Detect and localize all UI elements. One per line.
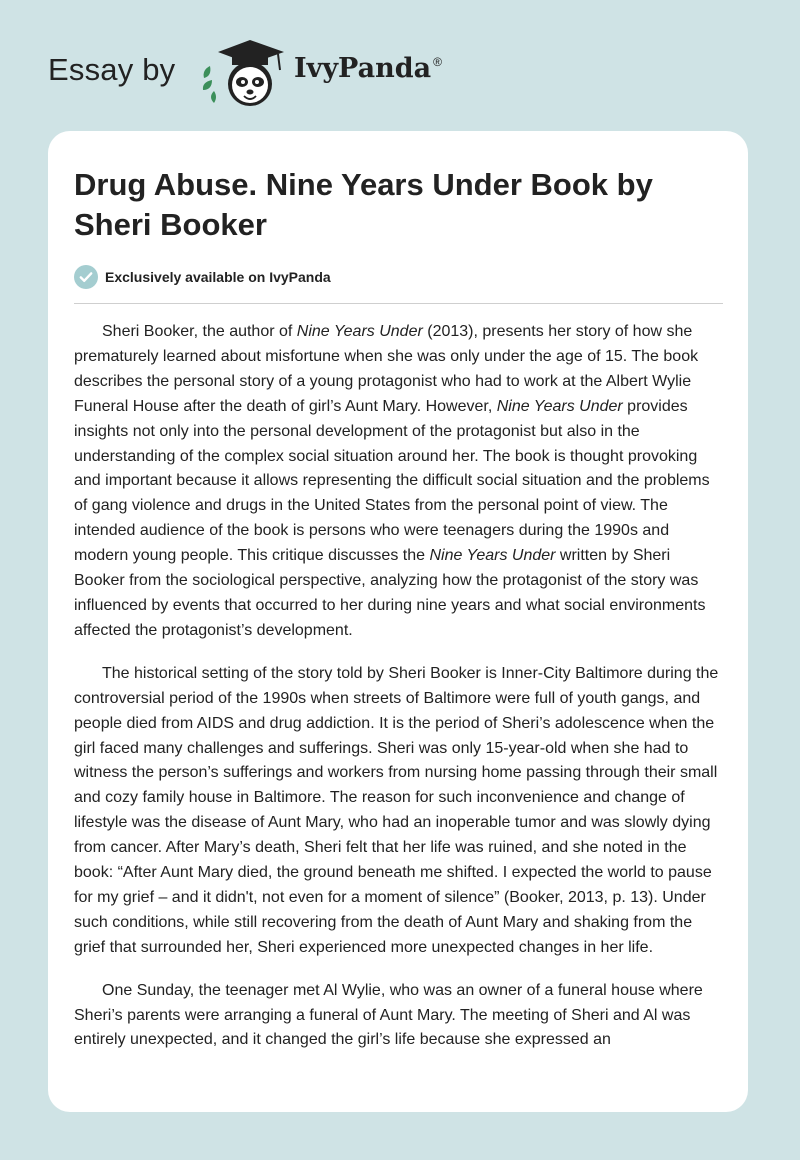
brand-name: IvyPanda ®: [294, 53, 442, 84]
paragraph-text: The historical setting of the story told by Sheri Booker is Inner-City Baltimore during the controversial period of the 1990s when streets of Baltimore were full of youth gangs, and people died from AIDS and drug addiction. It is the period of Sheri’s adolescence when the girl faced many challenges and sufferings. Sheri was only 15-year-old when she had to witness the person’s sufferings and workers from nursing home passing through their small and cozy family house in Baltimore. The reason for such inconvenience and change of lifestyle was the disease of Aunt Mary, who had an inoperable tumor and was slowly dying from cancer. After Mary’s death, Sheri felt that her life was ruined, and she noted in the book: “After Aunt Mary died, the ground beneath me shifted. I expected the world to pause for my grief – and it didn't, not even for a moment of silence” (Booker, 2013, p. 13). Under such conditions, while still recovering from the death of Aunt Mary and shaking from the grief that surrounded her, Sheri experienced more unexpected changes in her life.: [74, 664, 719, 956]
site-header: [0, 0, 800, 130]
essay-body: [74, 320, 724, 1071]
essay-paragraph: [74, 979, 724, 1054]
essay-paragraph: [74, 320, 724, 644]
exclusive-badge-label: Exclusively available on IvyPanda: [105, 269, 331, 285]
panda-logo-icon: [198, 36, 290, 110]
exclusive-badge: [74, 265, 331, 289]
paragraph-text: provides insights not only into the personal development of the protagonist but also in the understanding of the complex social situation around her. The book is thought provoking and important because it allows representing the difficult social situation and the problems of gang violence and drugs in the United States from the personal point of view. The intended audience of the book is persons who were teenagers during the 1990s and modern young people. This critique discusses the: [74, 397, 710, 565]
paragraph-text: Sheri Booker, the author of: [102, 323, 297, 340]
paragraph-text: (2013), presents her story of how she prematurely learned about misfortune when she was only under the age of 15. The book describes the personal story of a young protagonist who had to work at the Albert Wylie Funeral House after the death of girl’s Aunt Mary. However,: [74, 323, 699, 415]
essay-card: [48, 131, 748, 1112]
essay-paragraph: [74, 662, 724, 961]
paragraph-text: One Sunday, the teenager met Al Wylie, who was an owner of a funeral house where Sheri’s parents were arranging a funeral of Aunt Mary. The meeting of Sheri and Al was entirely unexpected, and it changed the girl’s life because she expressed an: [74, 981, 703, 1049]
check-circle-icon: [74, 265, 98, 289]
essay-title: Drug Abuse. Nine Years Under Book by Sheri Booker: [74, 167, 653, 242]
paragraph-text: written by Sheri Booker from the sociological perspective, analyzing how the protagonist of the story was influenced by events that occurred to her during nine years and what social environments affected the protagonist’s development.: [74, 547, 706, 639]
divider: [74, 303, 723, 304]
book-title-italic: Nine Years Under: [496, 397, 623, 415]
essay-by-label: Essay by: [48, 52, 176, 87]
book-title-italic: Nine Years Under: [429, 547, 556, 565]
book-title-italic: Nine Years Under: [296, 323, 423, 340]
